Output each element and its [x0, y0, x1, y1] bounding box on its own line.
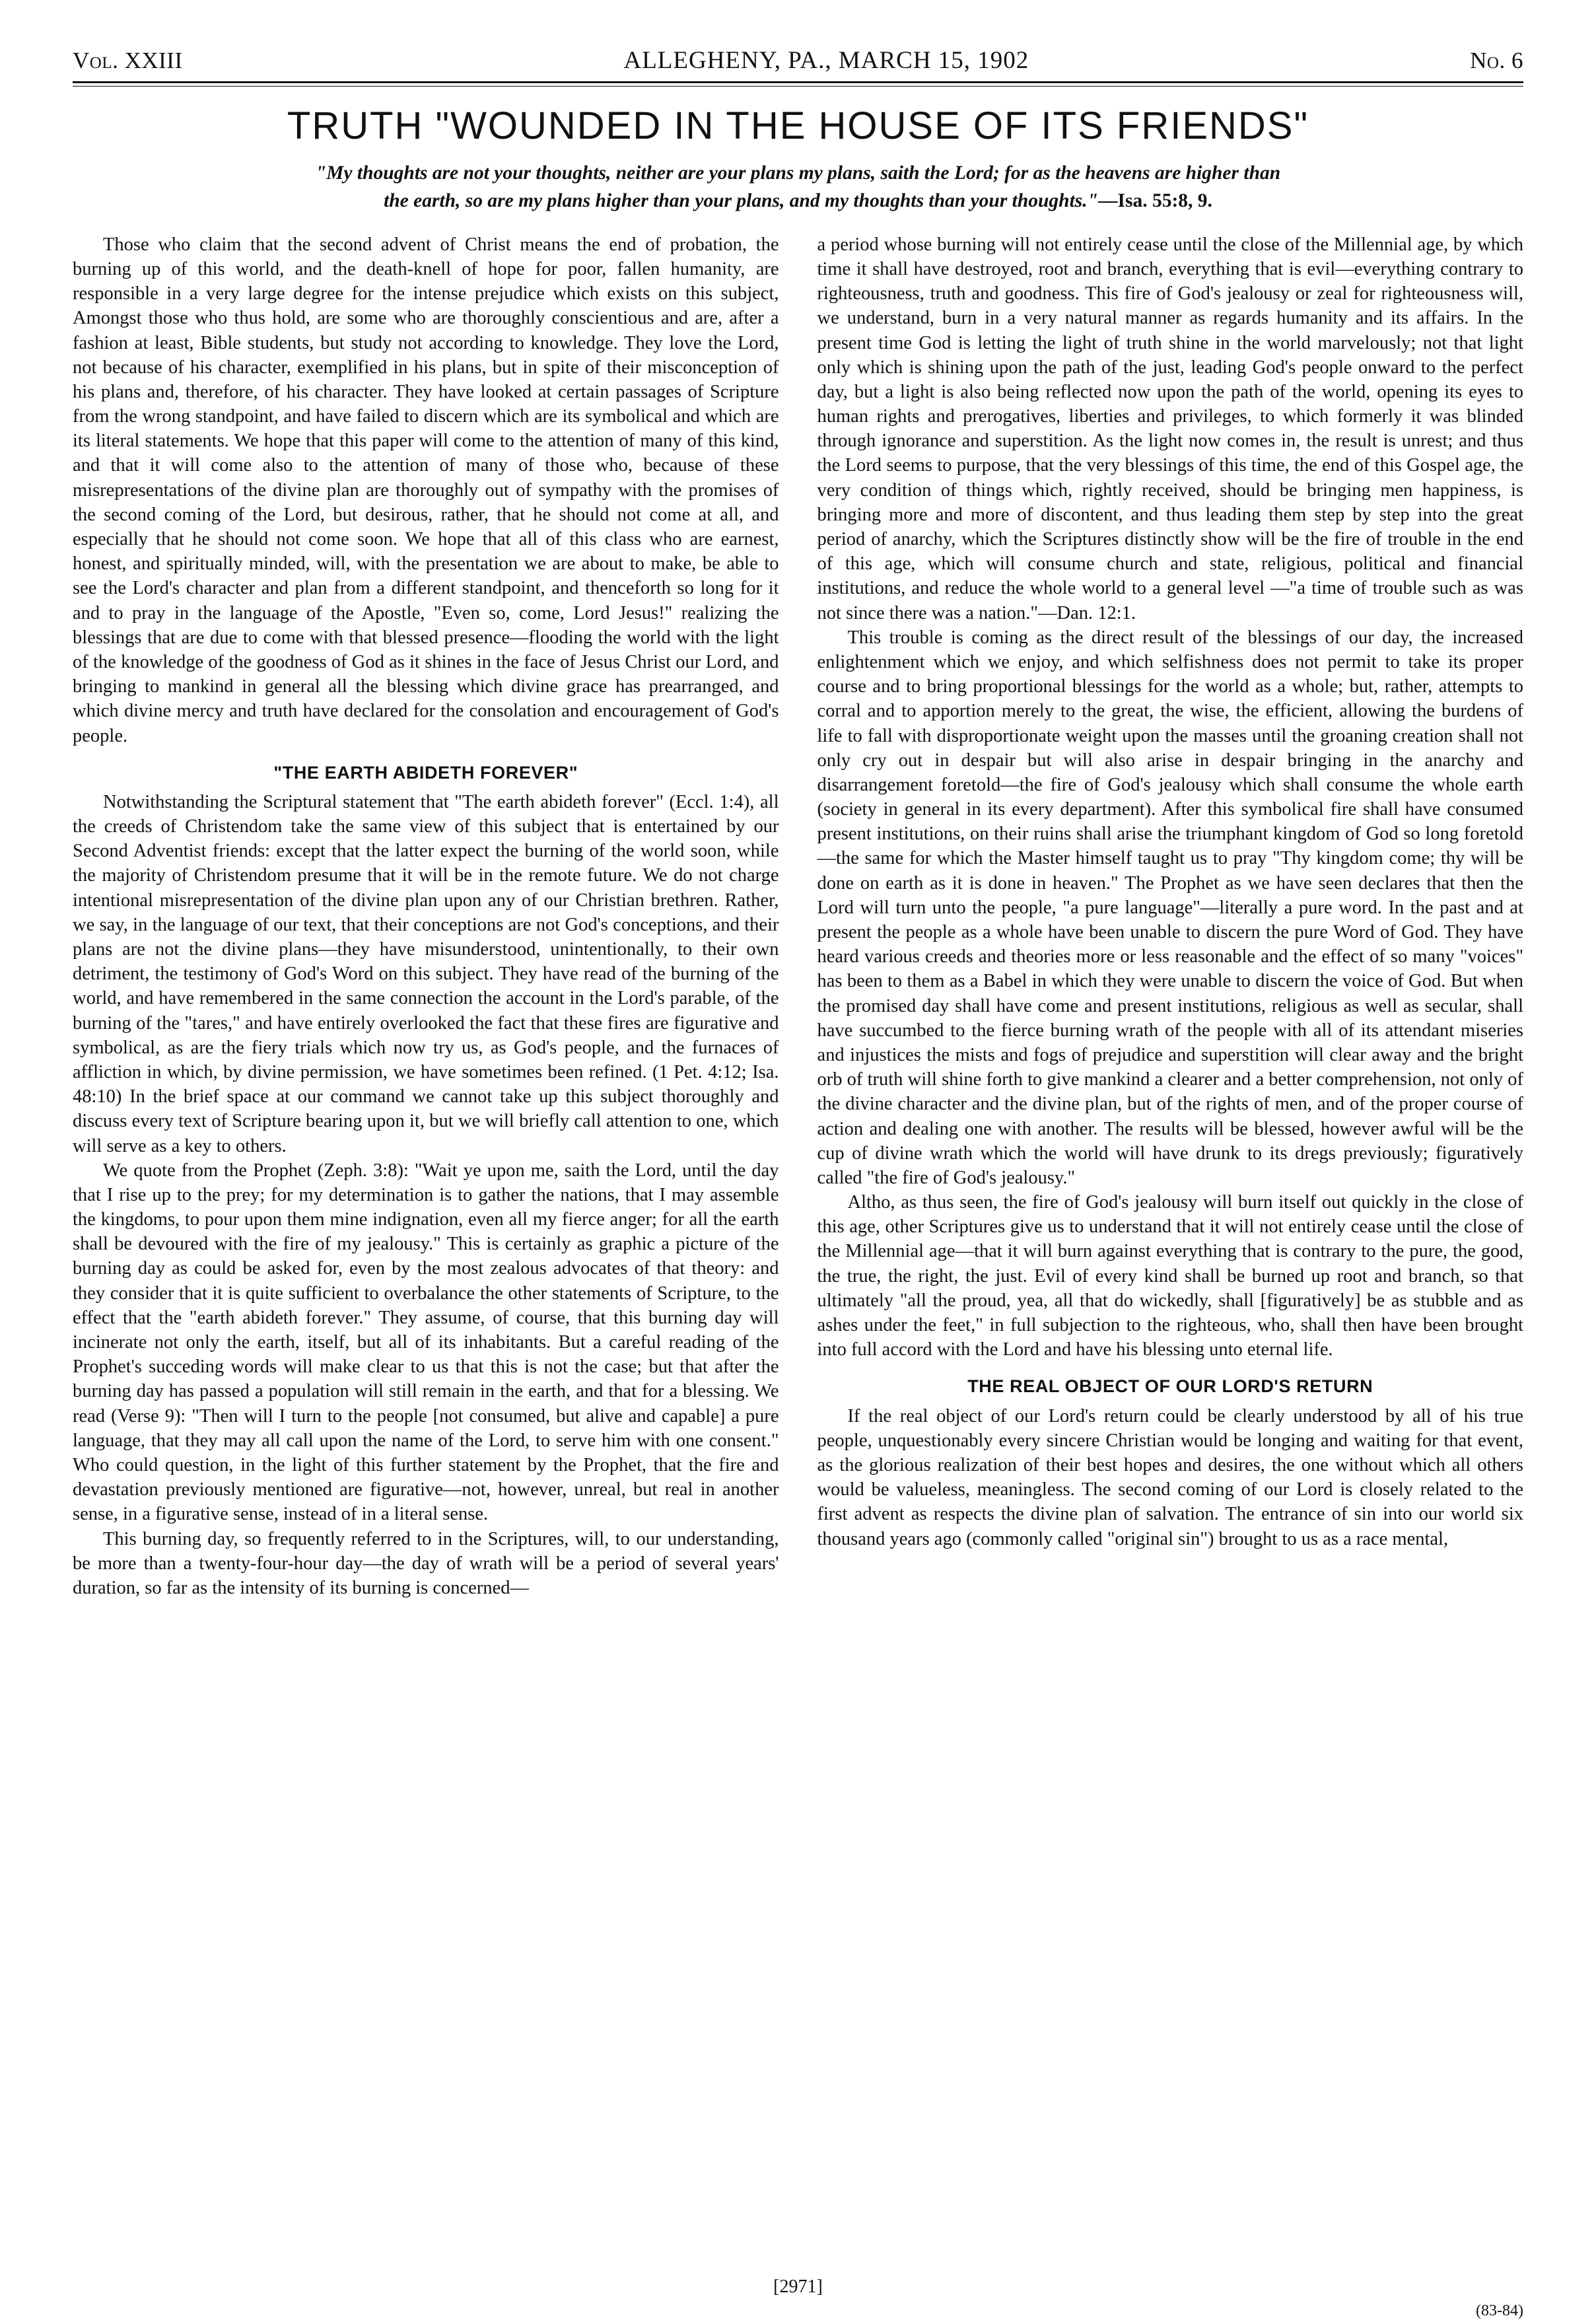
section-subhead: THE REAL OBJECT OF OUR LORD'S RETURN: [967, 1376, 1373, 1397]
paragraph: Those who claim that the second advent of Christ means the end of probation, the burning up of this world, and the death-knell of hope for poor, fallen humanity, are responsible in a very large degree for the intense prejudice which exists on this subject, Amongst those who thus hold, are some who are thoroughly conscientious and are, after a fashion at least, Bible students, but study not according to knowledge. They love the Lord, not because of his character, exemplified in his plans, but in spite of their misconception of his plans and, therefore, of his character. They have looked at certain passages of Scripture from the wrong standpoint, and have failed to discern which are its symbolical and which are its literal statements. We hope that this paper will come to the attention of many of this kind, and that it will come also to the attention of many of those who, because of these misrepresentations of the divine plan are thoroughly out of sympathy with the promises of the second coming of the Lord, but desirous, rather, that he should not come at all, and especially that he should not come soon. We hope that all of this class who are earnest, honest, and spiritually minded, will, with the presentation we are about to make, be able to see the Lord's character and plan from a different standpoint, and thenceforth so long for it and to pray in the language of the Apostle, "Even so, come, Lord Jesus!" realizing the blessings that are due to come with that blessed presence—flooding the world with the light of the knowledge of the goodness of God as it shines in the face of Jesus Christ our Lord, and bringing to mankind in general all the blessing which divine grace has prearranged, and which divine mercy and truth have declared for the consolation and encouragement of God's people.: [73, 234, 779, 746]
scripture-line-1: "My thoughts are not your thoughts, neither are your plans my plans, saith the Lord; for as the heavens are higher than: [315, 162, 1281, 184]
paragraph: We quote from the Prophet (Zeph. 3:8): "Wait ye upon me, saith the Lord, until the day that I rise up to the prey; for my determination is to gather the nations, that I may assemble the kingdoms, to pour upon them mine indignation, even all my fierce anger; for all the earth shall be devoured with the fire of my jealousy." This is certainly as graphic a picture of the burning day as could be asked for, even by the most zealous advocates of that theory: and they consider that it is quite sufficient to overbalance the other statements of Scripture, to the effect that the "earth abideth forever." They assume, of course, that this burning day will incinerate not only the earth, itself, but all of its inhabitants. But a careful reading of the Prophet's succeding words will make clear to us that this is not the case; but that after the burning day has passed a population will still remain in the earth, and that for a blessing. We read (Verse 9): "Then will I turn to the people [not consumed, but alive and capable] a pure language, that they may all call upon the name of the Lord, to serve him with one consent." Who could question, in the light of this further statement by the Prophet, that the fire and devastation previously mentioned are figurative—not, however, unreal, but real in another sense, in a figurative sense, instead of in a literal sense.: [73, 1160, 779, 1525]
paragraph: This burning day, so frequently referred to in the Scriptures, will, to our understanding, be more than a twenty-four-hour day—the day of wrath will be a period of several years' duration, so far as the intensity of its burning is concerned—: [73, 1528, 779, 1598]
section-subhead: "THE EARTH ABIDETH FOREVER": [273, 762, 578, 783]
scripture-epigraph: [92, 160, 1504, 215]
scripture-reference: —Isa. 55:8, 9.: [1098, 190, 1212, 211]
masthead: [73, 46, 1523, 81]
paragraph: If the real object of our Lord's return could be clearly understood by all of his true people, unquestionably every sincere Christian would be longing and waiting for that event, as the glorious realization of their best hopes and desires, the one without which all others would be valueless, meaningless. The second coming of our Lord is closely related to the first advent as respects the divine plan of salvation. The entrance of sin into our world six thousand years ago (commonly called "original sin") brought to us as a race mental,: [817, 1405, 1523, 1549]
issue-number: No. 6: [1470, 48, 1523, 73]
page-number: [2971]: [773, 2276, 823, 2297]
publication-place-date: ALLEGHENY, PA., MARCH 15, 1902: [623, 47, 1029, 74]
right-column: [817, 232, 1524, 1600]
paragraph: Altho, as thus seen, the fire of God's jealousy will burn itself out quickly in the close of this age, other Scriptures give us to understand that it will not entirely cease until the close of the Millennial age—that it will burn against everything that is contrary to the pure, the good, the true, the right, the just. Evil of every kind shall be burned up root and branch, so that ultimately "all the proud, yea, all that do wickedly, shall [figuratively] be as stubble and as ashes under the feet," in full subjection to the righteous, who, shall then have been brought into full accord with the Lord and have his blessing unto eternal life.: [817, 1192, 1523, 1360]
left-column: [73, 232, 779, 1600]
page-footer: [73, 2276, 1523, 2319]
body-columns: [73, 232, 1523, 1600]
volume-label: Vol. XXIII: [73, 48, 183, 73]
page-title: TRUTH "WOUNDED IN THE HOUSE OF ITS FRIENDS": [287, 104, 1309, 147]
page-range: (83-84): [1476, 2302, 1523, 2319]
paragraph: This trouble is coming as the direct result of the blessings of our day, the increased enlightenment which we enjoy, and which selfishness does not permit to take its proper course and to bring proportional blessings for the world as a whole; but, rather, attempts to corral and to apportion merely to the great, the wise, the efficient, allowing the burdens of life to fall with disproportionate weight upon the masses until the groaning creation shall not only cry out in despair but will also arise in despair bringing in the anarchy and disarrangement foretold—the fire of God's jealousy which shall consume the whole earth (society in general in its every department). After this symbolical fire shall have consumed present institutions, on their ruins shall arise the triumphant kingdom of God so long foretold—the same for which the Master himself taught us to pray "Thy kingdom come; thy will be done on earth as it is done in heaven." The Prophet as we have seen declares that then the Lord will turn unto the people, "a pure language"—literally a pure word. In the past and at present the people as a whole have been unable to discern the pure Word of God. They have heard various creeds and theories more or less reasonable and the effect of so many "voices" has been to them as a Babel in which they were unable to discern the voice of God. But when the promised day shall have come and present institutions, religious as well as secular, shall have succumbed to the fierce burning wrath of the people with all of its attendant miseries and injustices the mists and fogs of prejudice and superstition will clear away and the bright orb of truth will shine forth to give mankind a clearer and a better comprehension, not only of the divine character and the divine plan, but of the rights of men, and of the proper course of action and dealing one with another. The results will be blessed, however awful will be the cup of divine wrath which the world will have drunk to its dregs previously; figuratively called "the fire of God's jealousy.": [817, 627, 1523, 1188]
paragraph: Notwithstanding the Scriptural statement that "The earth abideth forever" (Eccl. 1:4), all the creeds of Christendom take the same view of this subject that is entertained by our Second Adventist friends: except that the latter expect the burning of the world soon, while the majority of Christendom presume that it will be in the remote future. We do not charge intentional misrepresentation of the divine plan upon any of our Christian brethren. Rather, we say, in the language of our text, that their conceptions are not God's conceptions, and their plans are not the divine plans—they have misunderstood, unintentionally, to their own detriment, the testimony of God's Word on this subject. They have read of the burning of the world, and have remembered in the same connection the account in the Lord's parable, of the burning of the "tares," and have entirely overlooked the fact that these fires are figurative and symbolical, as are the fiery trials which now try us, as God's people, and the furnaces of affliction in which, by divine permission, we have sometimes been refined. (1 Pet. 4:12; Isa. 48:10) In the brief space at our command we cannot take up this subject thoroughly and discuss every text of Scripture bearing upon it, but we will briefly call attention to one, which will serve as a key to others.: [73, 791, 779, 1156]
masthead-rule: [73, 81, 1523, 87]
scripture-line-2: the earth, so are my plans higher than your plans, and my thoughts than your thoughts.": [384, 190, 1099, 211]
paragraph: a period whose burning will not entirely cease until the close of the Millennial age, by which time it shall have destroyed, root and branch, everything that is evil—everything contrary to righteousness, truth and goodness. This fire of God's jealousy or zeal for righteousness will, we understand, burn in a very natural manner as regards humanity and its affairs. In the present time God is letting the light of truth shine in the world marvelously; not that light only which is shining upon the path of the just, leading God's people onward to the perfect day, but a light is also being reflected now upon the path of the world, opening its eyes to human rights and prerogatives, liberties and privileges, to which formerly it was blinded through ignorance and superstition. As the light now comes in, the result is unrest; and thus the Lord seems to purpose, that the very blessings of this time, the end of this Gospel age, the very condition of things which, rightly received, should be bringing men happiness, is bringing more and more of discontent, and thus leading them step by step into the great period of anarchy, which the Scriptures distinctly show will be the fire of trouble in the end of this age, which will consume church and state, religious, political and financial institutions, and reduce the whole world to a general level —"a time of trouble such as was not since there was a nation."—Dan. 12:1.: [817, 234, 1523, 623]
